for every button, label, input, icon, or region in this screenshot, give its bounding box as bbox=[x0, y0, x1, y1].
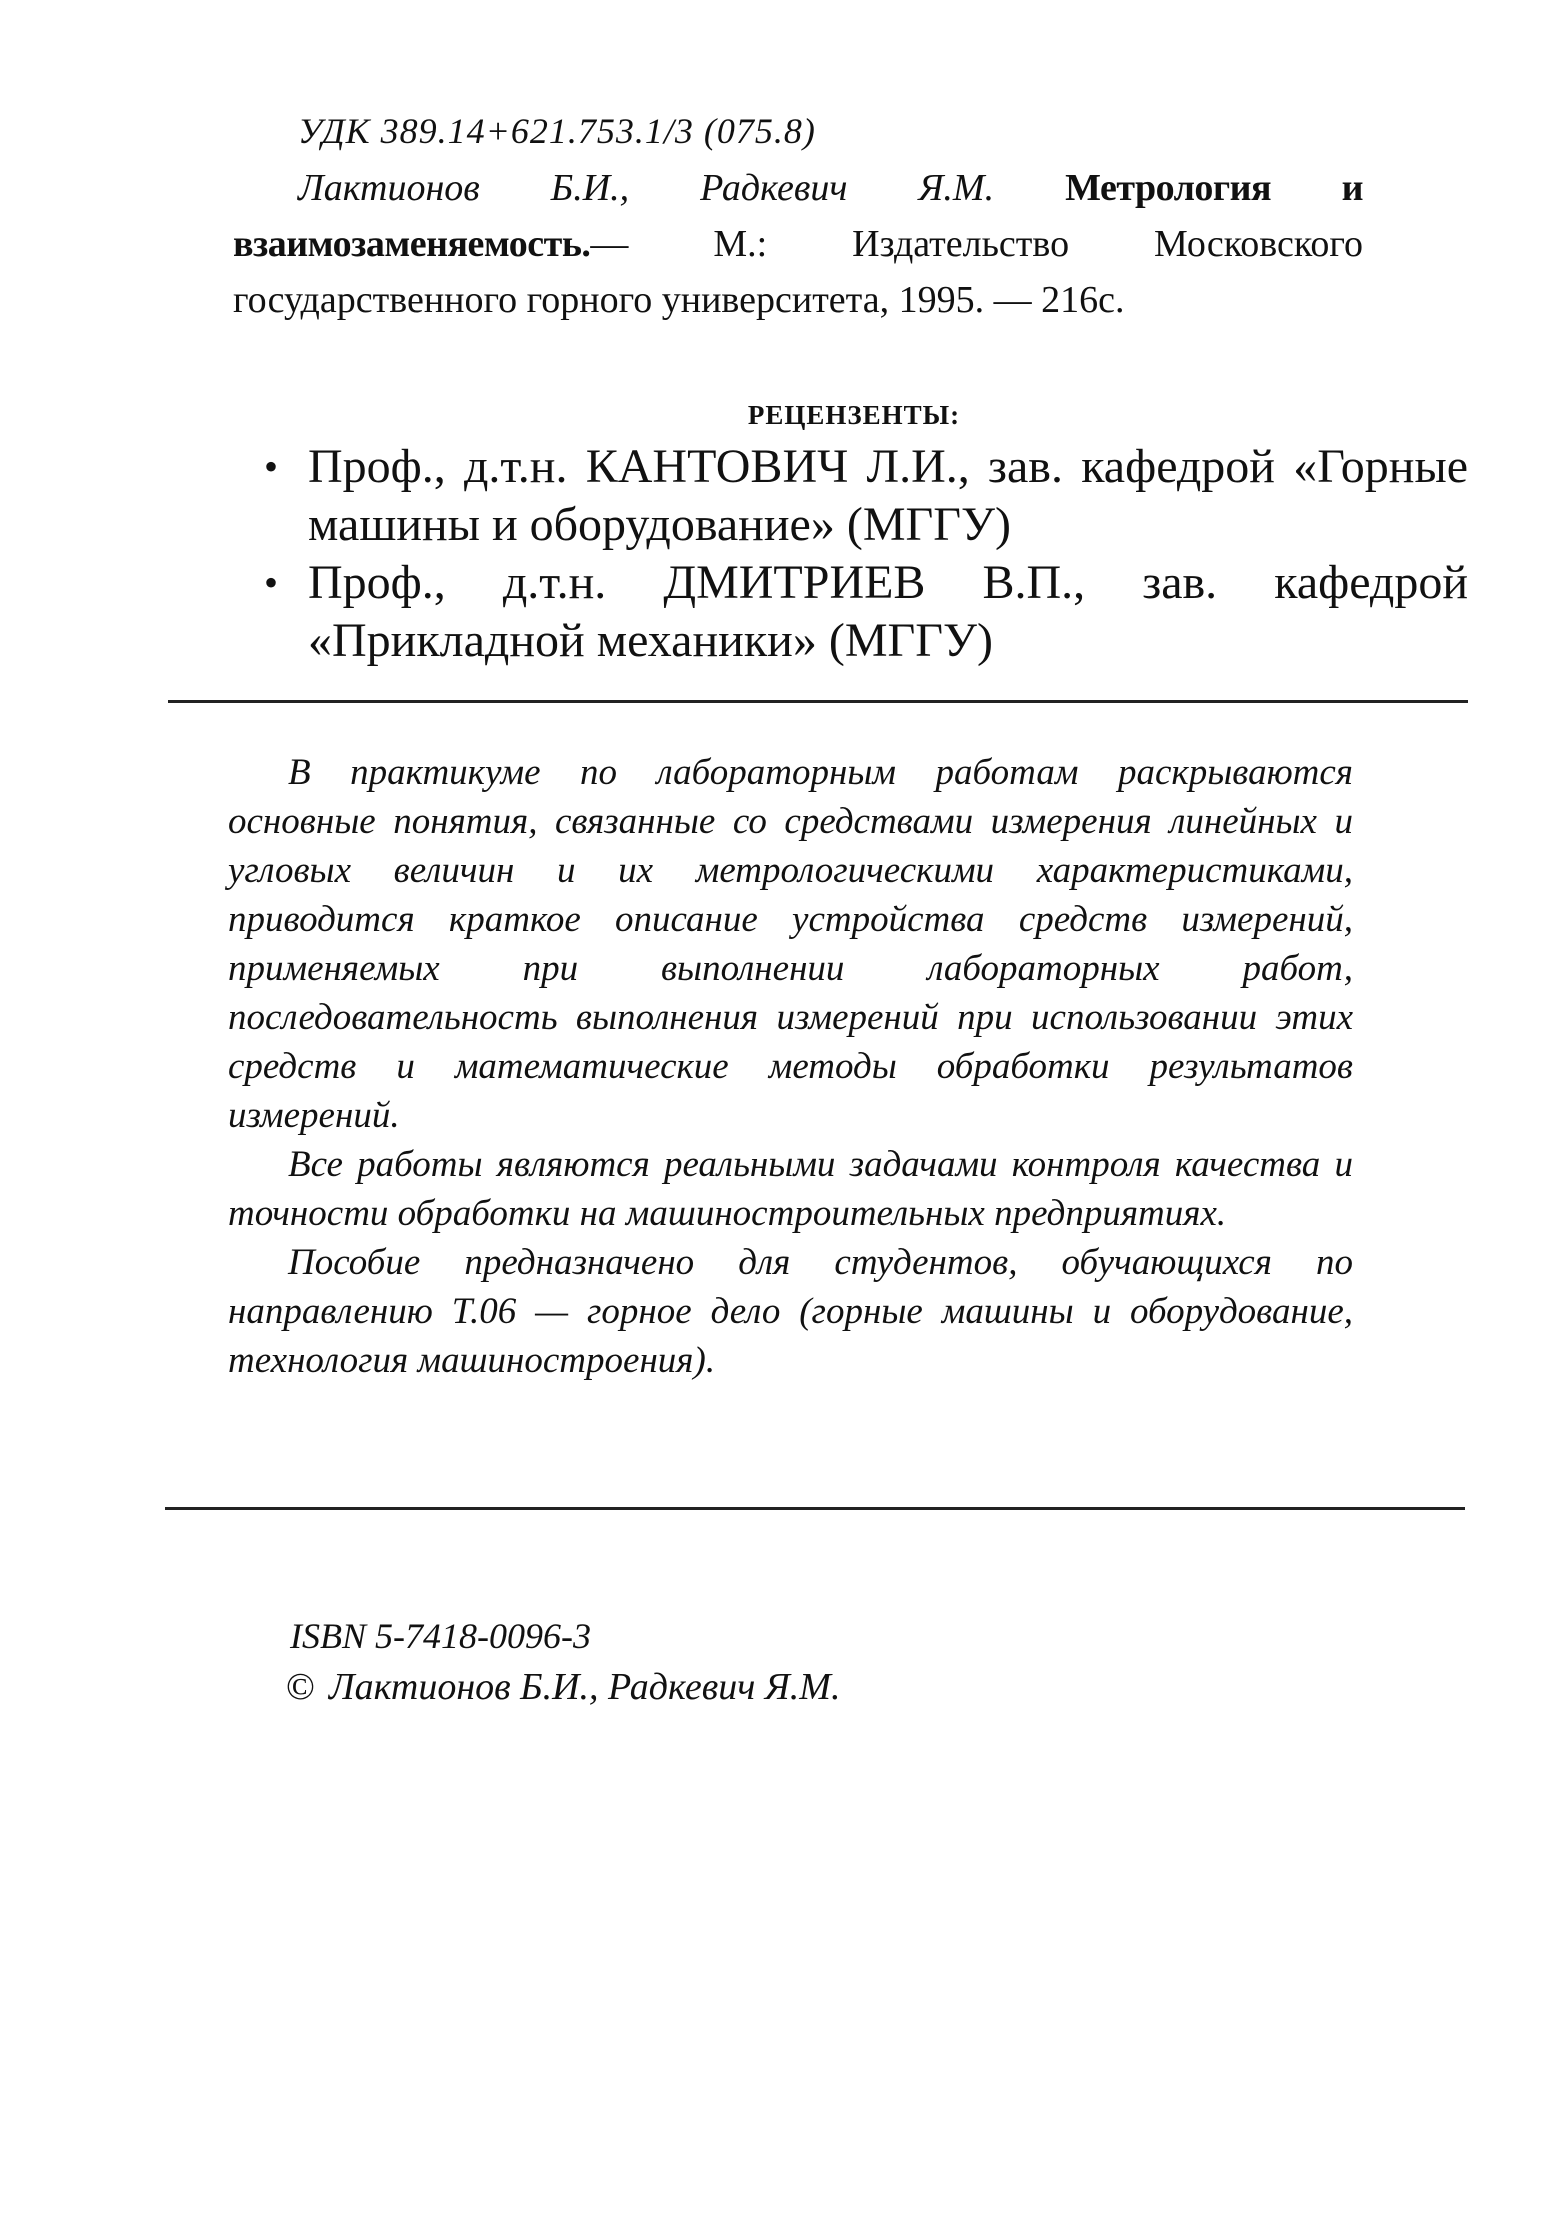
authors: Лактионов Б.И., Радкевич Я.М. bbox=[298, 167, 995, 209]
annotation-paragraph: Все работы являются реальными задачами контроля качества и точности обработки на машиностроительных предприятиях. bbox=[228, 1144, 1353, 1234]
isbn: ISBN 5-7418-0096-3 bbox=[290, 1616, 591, 1656]
divider-bottom bbox=[165, 1507, 1465, 1510]
reviewer-text: Проф., д.т.н. КАНТОВИЧ Л.И., зав. кафедрой «Горные машины и оборудование» (МГГУ) bbox=[308, 440, 1468, 551]
annotation-paragraph: Пособие предназначено для студентов, обучающихся по направлению Т.06 — горное дело (горные машины и оборудование, технология машиностроения). bbox=[228, 1242, 1353, 1381]
udk-code: УДК 389.14+621.753.1/3 (075.8) bbox=[298, 111, 816, 151]
copyright-line bbox=[286, 1665, 840, 1709]
bullet-icon: • bbox=[264, 560, 279, 605]
copyright-icon: © bbox=[286, 1666, 315, 1708]
reviewer-item bbox=[258, 438, 1468, 554]
annotation-paragraph: В практикуме по лабораторным работам раскрываются основные понятия, связанные со средствами измерения линейных и угловых величин и их метрологическими характеристиками, приводится краткое описание устройства средств измерений, применяемых при выполнении лабораторных работ, последовательность выполнения измерений при использовании этих средств и математические методы обработки результатов измерений. bbox=[228, 752, 1353, 1136]
reviewers-list bbox=[258, 438, 1468, 670]
reviewers-heading: РЕЦЕНЗЕНТЫ: bbox=[747, 400, 961, 430]
reviewer-item bbox=[258, 554, 1468, 670]
book-title: Метрология и взаимозаменяемость. bbox=[233, 167, 1364, 265]
divider-top bbox=[168, 700, 1468, 703]
publisher-imprint: — М.: Издательство Московского государственного горного университета, 1995. — 216с. bbox=[233, 223, 1363, 321]
annotation bbox=[228, 748, 1353, 1385]
bullet-icon: • bbox=[264, 444, 279, 489]
copyright-holders: Лактионов Б.И., Радкевич Я.М. bbox=[328, 1666, 841, 1708]
reviewer-text: Проф., д.т.н. ДМИТРИЕВ В.П., зав. кафедрой «Прикладной механики» (МГГУ) bbox=[308, 556, 1468, 667]
bibliographic-description bbox=[233, 160, 1363, 328]
